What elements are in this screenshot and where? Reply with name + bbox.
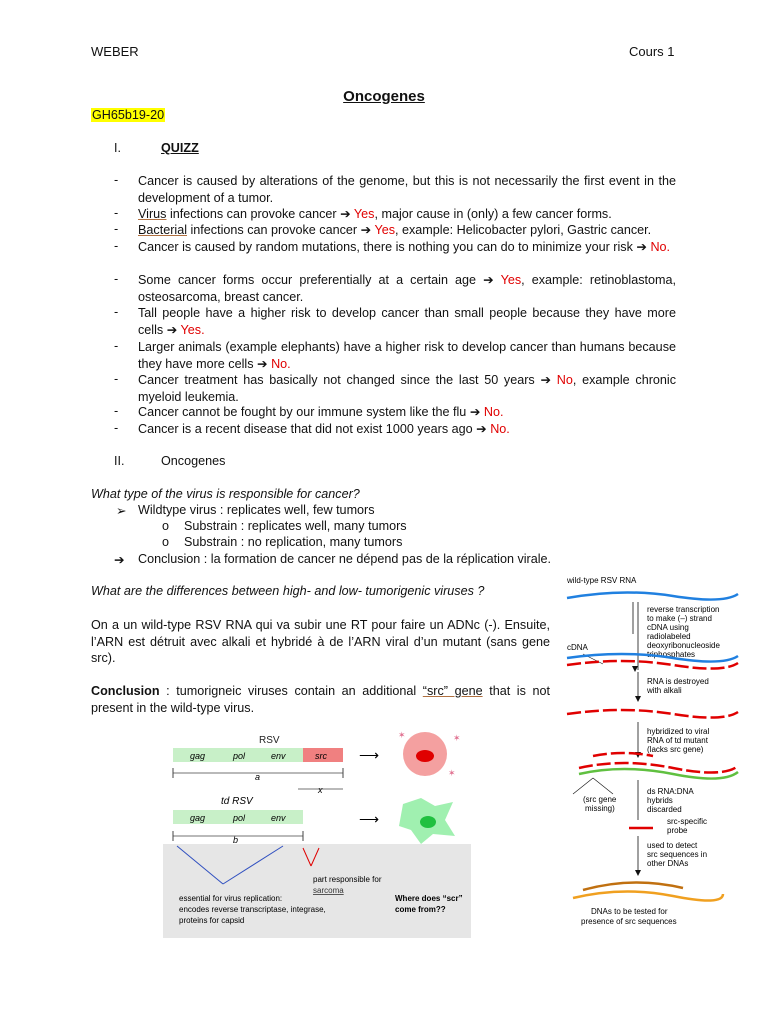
circle-bullet-icon: o [162, 519, 170, 533]
header-course: Cours 1 [629, 44, 675, 59]
essential-text-1: essential for virus replication: [179, 894, 283, 903]
svg-text:other DNAs: other DNAs [647, 859, 689, 868]
right-arrow-icon: ➔ [114, 553, 125, 567]
td-rsv-label: td RSV [221, 796, 253, 807]
where-question-2: come from?? [395, 905, 446, 914]
quiz-item-7: Larger animals (example elephants) have a higher risk to develop cancer than humans because they have more cells ➔ No. [138, 340, 676, 371]
svg-text:ds RNA:DNA: ds RNA:DNA [647, 787, 694, 796]
essential-text-2: encodes reverse transcriptase, integrase, [179, 905, 326, 914]
svg-text:(src gene: (src gene [583, 795, 617, 804]
arrow-icon: ➔ [476, 422, 487, 436]
svg-text:hybrids: hybrids [647, 796, 673, 805]
svg-text:cDNA using: cDNA using [647, 623, 689, 632]
page-title: Oncogenes [343, 88, 425, 105]
section-1-number: I. [114, 141, 121, 155]
length-a: a [255, 772, 261, 782]
circle-bullet-icon: o [162, 535, 170, 549]
section-1-title: QUIZZ [161, 141, 199, 155]
rsv-gene-figure [163, 716, 471, 938]
svg-text:deoxyribonucleoside: deoxyribonucleoside [647, 641, 720, 650]
svg-text:gag: gag [190, 813, 206, 823]
svg-text:hybridized to viral: hybridized to viral [647, 727, 710, 736]
part-responsible: part responsible for [313, 875, 382, 884]
arrow-icon: ➔ [540, 373, 552, 387]
svg-text:env: env [271, 813, 286, 823]
svg-text:discarded: discarded [647, 805, 682, 814]
section-2-number: II. [114, 454, 125, 468]
arrow-icon: ➔ [483, 273, 494, 287]
gene-pol: pol [233, 751, 246, 761]
where-question-1: Where does “scr” [395, 894, 463, 903]
svg-text:RNA is destroyed: RNA is destroyed [647, 677, 709, 686]
wild-type-label: wild-type RSV RNA [567, 576, 637, 585]
gene-gag: gag [190, 751, 206, 761]
rsv-label: RSV [259, 735, 280, 746]
svg-text:pol: pol [233, 813, 246, 823]
svg-text:✶: ✶ [448, 768, 456, 778]
quiz-item-1: Cancer is caused by alterations of the genome, but this is not necessarily the first event in the development of a tumor. [138, 174, 676, 205]
quiz-item-5: Some cancer forms occur preferentially at a certain age ➔ Yes, example: retinoblastoma, osteosarcoma, breast cancer. [138, 273, 676, 304]
arrow-icon: ➔ [360, 223, 372, 237]
svg-text:reverse transcription: reverse transcription [647, 605, 720, 614]
substrain-1-line: Substrain : replicates well, many tumors [184, 519, 407, 533]
svg-text:(lacks src gene): (lacks src gene) [647, 745, 704, 754]
arrow-icon: ➔ [636, 240, 647, 254]
quiz-item-8: Cancer treatment has basically not changed since the last 50 years ➔ No, example chronic myeloid leukemia. [138, 373, 676, 404]
header-author: WEBER [91, 44, 139, 59]
svg-text:used to detect: used to detect [647, 841, 698, 850]
svg-text:with alkali: with alkali [647, 686, 682, 695]
svg-text:probe: probe [667, 826, 688, 835]
question-1: What type of the virus is responsible for cancer? [91, 487, 360, 501]
conclusion-2: Conclusion : tumorigneic viruses contain an additional “src” gene that is not present in the wild-type virus. [91, 684, 550, 715]
arrowhead-bullet-icon: ➢ [116, 504, 127, 518]
hybridization-figure [563, 572, 743, 934]
sarcoma-label: sarcoma [313, 886, 344, 895]
svg-text:RNA of td mutant: RNA of td mutant [647, 736, 708, 745]
arrow-right-icon: ⟶ [359, 811, 380, 827]
svg-text:src-specific: src-specific [667, 817, 708, 826]
arrow-icon: ➔ [166, 322, 178, 337]
substrain-2-line: Substrain : no replication, many tumors [184, 535, 403, 549]
gene-src: src [315, 751, 327, 761]
arrow-right-icon: ⟶ [359, 747, 380, 763]
question-2: What are the differences between high- and low- tumorigenic viruses ? [91, 584, 485, 598]
svg-text:missing): missing) [585, 804, 615, 813]
section-2-title: Oncogenes [161, 454, 226, 468]
svg-text:to make (–) strand: to make (–) strand [647, 614, 712, 623]
paragraph-rt: On a un wild-type RSV RNA qui va subir une RT pour faire un ADNc (-). Ensuite, l’ARN est détruit avec alkali et hybridé à de l’ARN viral d’un mutant (sans gene src). [91, 618, 550, 665]
length-x: x [318, 785, 323, 795]
wildtype-line: Wildtype virus : replicates well, few tumors [138, 503, 375, 517]
svg-text:radiolabeled: radiolabeled [647, 632, 691, 641]
svg-text:✶: ✶ [398, 730, 406, 740]
arrow-icon: ➔ [257, 356, 268, 371]
quiz-item-2: Virus infections can provoke cancer ➔ Yes, major cause in (only) a few cancer forms. [138, 207, 612, 221]
svg-text:presence of src sequences: presence of src sequences [581, 917, 677, 926]
svg-text:triphosphates: triphosphates [647, 650, 696, 659]
arrow-icon: ➔ [340, 207, 351, 221]
quiz-item-10: Cancer is a recent disease that did not exist 1000 years ago ➔ No. [138, 422, 510, 436]
arrow-icon: ➔ [469, 405, 481, 419]
svg-text:✶: ✶ [453, 733, 461, 743]
quiz-item-3: Bacterial infections can provoke cancer ➔ Yes, example: Helicobacter pylori, Gastric cancer. [138, 223, 652, 237]
conclusion-1: Conclusion : la formation de cancer ne dépend pas de la réplication virale. [138, 552, 552, 566]
svg-text:src sequences in: src sequences in [647, 850, 708, 859]
quiz-item-6: Tall people have a higher risk to develop cancer than small people because they have more cells ➔ Yes. [138, 306, 676, 337]
quiz-item-4: Cancer is caused by random mutations, there is nothing you can do to minimize your risk ➔ No. [138, 240, 671, 254]
svg-text:DNAs to be tested for: DNAs to be tested for [591, 907, 668, 916]
gene-env: env [271, 751, 286, 761]
length-b: b [233, 835, 239, 845]
cdna-label: cDNA [567, 643, 588, 652]
quiz-item-9: Cancer cannot be fought by our immune system like the flu ➔ No. [138, 405, 504, 419]
highlighted-code: GH65b19-20 [92, 108, 165, 122]
essential-text-3: proteins for capsid [179, 916, 245, 925]
